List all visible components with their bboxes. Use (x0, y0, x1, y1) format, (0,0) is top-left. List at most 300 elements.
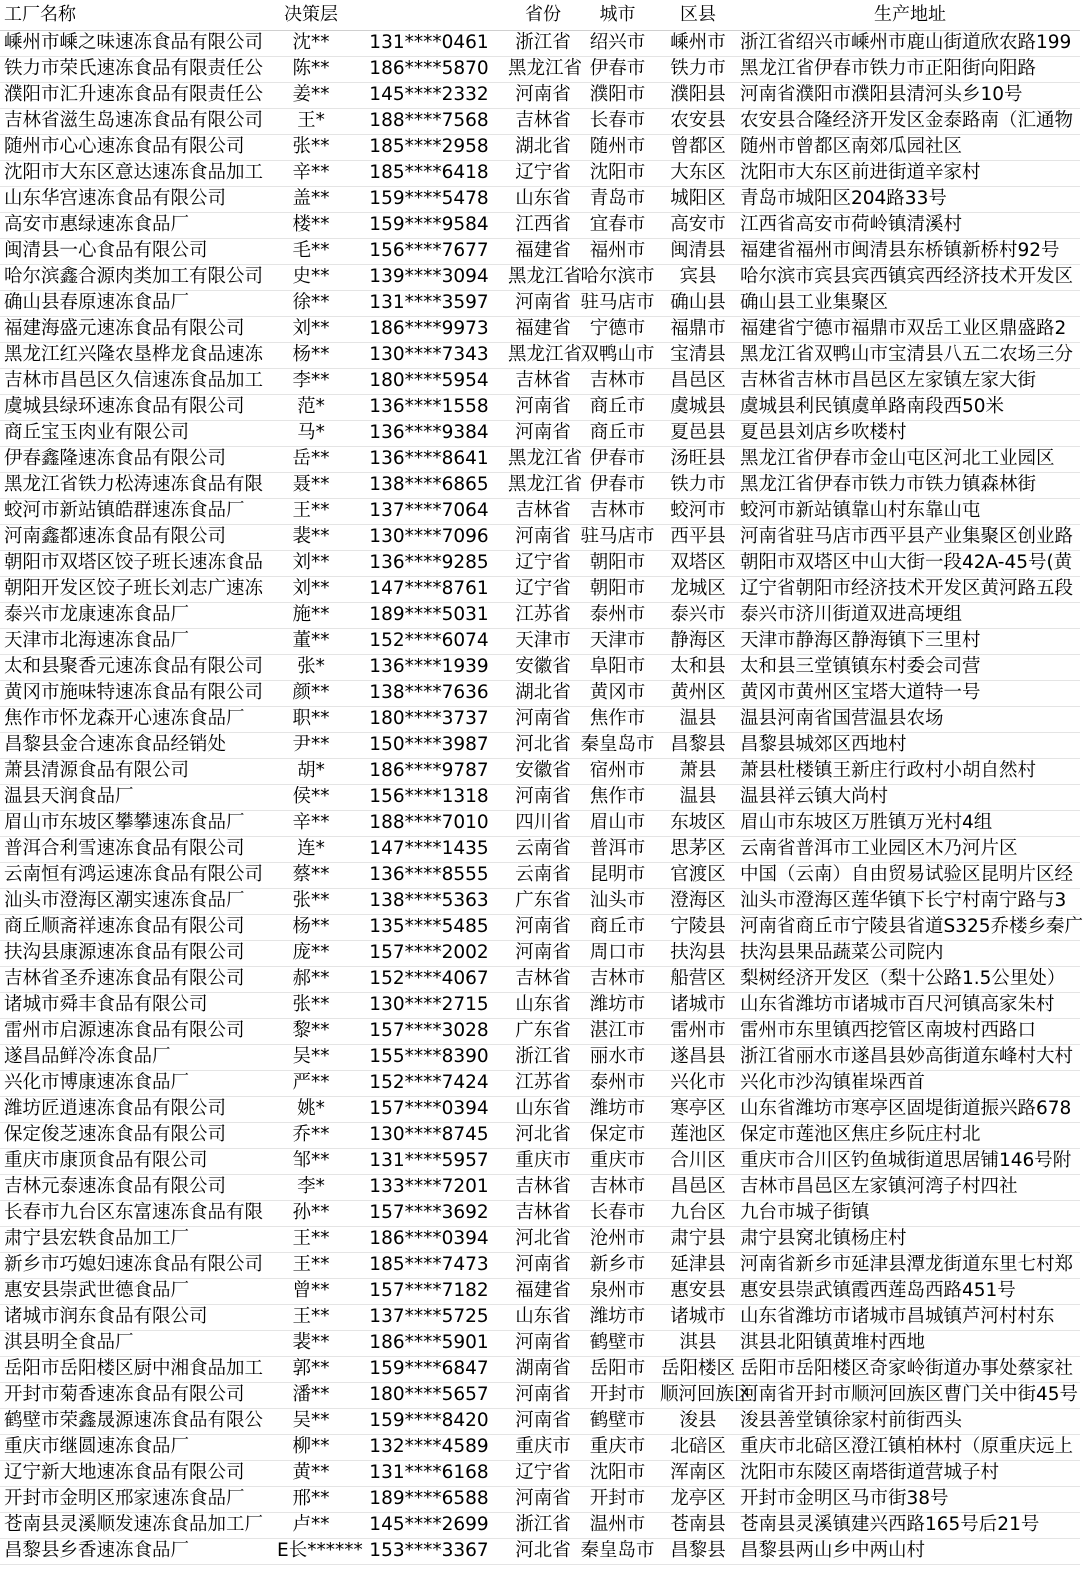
cell-province: 重庆市 (515, 1150, 571, 1171)
cell-city: 驻马店市 (580, 526, 655, 547)
cell-decision-maker: 邢** (292, 1488, 330, 1509)
table-row (0, 316, 1080, 343)
cell-county: 肃宁县 (670, 1228, 726, 1249)
cell-province: 河南省 (515, 1332, 571, 1353)
cell-phone: 185****2958 (369, 136, 489, 157)
cell-factory-name: 山东华宫速冻食品有限公司 (4, 188, 227, 209)
cell-phone: 188****7010 (369, 812, 489, 833)
table-row (0, 1070, 1080, 1097)
cell-decision-maker: 杨** (292, 916, 330, 937)
cell-decision-maker: 张** (292, 136, 330, 157)
cell-province: 安徽省 (515, 656, 571, 677)
cell-province: 黑龙江省 (508, 58, 583, 79)
cell-factory-name: 惠安县崇武世德食品厂 (4, 1280, 190, 1301)
table-row (0, 810, 1080, 837)
cell-county: 澄海区 (670, 890, 726, 911)
cell-county: 昌黎县 (670, 1540, 726, 1561)
cell-phone: 135****5485 (369, 916, 489, 937)
cell-province: 河北省 (515, 1124, 571, 1145)
table-row (0, 784, 1080, 811)
cell-address: 岳阳市岳阳楼区奇家岭街道办事处蔡家社 (740, 1358, 1074, 1379)
table-row (0, 1122, 1080, 1149)
cell-decision-maker: 孙** (292, 1202, 330, 1223)
cell-province: 河南省 (515, 786, 571, 807)
cell-address: 中国（云南）自由贸易试验区昆明片区经 (740, 864, 1074, 885)
cell-decision-maker: 裴** (292, 526, 330, 547)
cell-factory-name: 开封市金明区邢家速冻食品厂 (4, 1488, 245, 1509)
cell-province: 河南省 (515, 1410, 571, 1431)
cell-decision-maker: 王** (292, 1254, 330, 1275)
cell-factory-name: 鹤壁市荣鑫晟源速冻食品有限公 (4, 1410, 264, 1431)
cell-phone: 130****7096 (369, 526, 489, 547)
cell-factory-name: 伊春鑫隆速冻食品有限公司 (4, 448, 227, 469)
cell-city: 周口市 (589, 942, 646, 963)
cell-factory-name: 铁力市荣氏速冻食品有限责任公 (4, 58, 264, 79)
cell-phone: 136****1939 (369, 656, 489, 677)
cell-decision-maker: 严** (292, 1072, 330, 1093)
cell-province: 辽宁省 (515, 162, 571, 183)
cell-address: 九台市城子街镇 (740, 1202, 870, 1223)
cell-phone: 159****6847 (369, 1358, 489, 1379)
cell-decision-maker: 姜** (292, 84, 330, 105)
table-row (0, 1200, 1080, 1227)
cell-address: 重庆市北碚区澄江镇柏林村（原重庆远上 (740, 1436, 1074, 1457)
cell-phone: 138****6865 (369, 474, 489, 495)
cell-county: 北碚区 (670, 1436, 726, 1457)
cell-address: 福建省福州市闽清县东桥镇新桥村92号 (740, 240, 1060, 261)
cell-county: 城阳区 (670, 188, 726, 209)
cell-county: 诸城市 (670, 994, 726, 1015)
cell-decision-maker: 黎** (292, 1020, 330, 1041)
cell-decision-maker: 李** (292, 370, 330, 391)
cell-city: 随州市 (589, 136, 646, 157)
cell-address: 雷州市东里镇西挖管区南坡村西路口 (740, 1020, 1037, 1041)
cell-factory-name: 河南鑫都速冻食品有限公司 (4, 526, 227, 547)
cell-phone: 157****7182 (369, 1280, 489, 1301)
cell-county: 岳阳楼区 (660, 1358, 735, 1379)
cell-county: 铁力市 (670, 474, 726, 495)
cell-county: 九台区 (670, 1202, 726, 1223)
cell-county: 延津县 (670, 1254, 726, 1275)
cell-decision-maker: 范* (297, 396, 325, 417)
cell-phone: 157****0394 (369, 1098, 489, 1119)
cell-phone: 136****8641 (369, 448, 489, 469)
cell-decision-maker: 楼** (292, 214, 330, 235)
cell-factory-name: 吉林元泰速冻食品有限公司 (4, 1176, 227, 1197)
cell-county: 遂昌县 (670, 1046, 726, 1067)
cell-address: 黑龙江省伊春市金山屯区河北工业园区 (740, 448, 1055, 469)
cell-city: 保定市 (589, 1124, 646, 1145)
cell-decision-maker: 刘** (292, 318, 330, 339)
cell-decision-maker: 马* (297, 422, 325, 443)
cell-county: 嵊州市 (670, 32, 726, 53)
cell-factory-name: 朝阳市双塔区饺子班长速冻食品 (4, 552, 264, 573)
cell-address: 沈阳市大东区前进街道辛家村 (740, 162, 981, 183)
cell-address: 黑龙江省伊春市铁力市正阳街向阳路 (740, 58, 1037, 79)
table-row (0, 56, 1080, 83)
cell-city: 重庆市 (589, 1150, 646, 1171)
cell-phone: 180****5954 (369, 370, 489, 391)
cell-city: 濮阳市 (589, 84, 646, 105)
cell-county: 莲池区 (670, 1124, 726, 1145)
cell-county: 汤旺县 (670, 448, 726, 469)
cell-city: 黄冈市 (589, 682, 646, 703)
cell-address: 太和县三堂镇镇东村委会司营 (740, 656, 981, 677)
cell-phone: 136****8555 (369, 864, 489, 885)
cell-factory-name: 岳阳市岳阳楼区厨中湘食品加工 (4, 1358, 264, 1379)
cell-address: 昌黎县城郊区西地村 (740, 734, 907, 755)
cell-factory-name: 嵊州市嵊之味速冻食品有限公司 (4, 32, 264, 53)
cell-city: 伊春市 (589, 474, 646, 495)
cell-province: 福建省 (515, 1280, 571, 1301)
table-row (0, 966, 1080, 993)
cell-factory-name: 确山县春原速冻食品厂 (4, 292, 190, 313)
cell-phone: 136****9384 (369, 422, 489, 443)
cell-city: 双鸭山市 (580, 344, 655, 365)
cell-county: 蛟河市 (670, 500, 726, 521)
cell-city: 秦皇岛市 (580, 1540, 655, 1561)
cell-address: 河南省濮阳市濮阳县清河头乡10号 (740, 84, 1023, 105)
table-row (0, 524, 1080, 551)
table-row (0, 1096, 1080, 1123)
cell-decision-maker: 潘** (292, 1384, 330, 1405)
header-row (0, 0, 1080, 31)
cell-address: 苍南县灵溪镇建兴西路165号后21号 (740, 1514, 1040, 1535)
cell-city: 朝阳市 (589, 578, 646, 599)
cell-county: 兴化市 (670, 1072, 726, 1093)
cell-county: 思茅区 (670, 838, 726, 859)
cell-factory-name: 吉林省滋生岛速冻食品有限公司 (4, 110, 264, 131)
cell-decision-maker: 庞** (292, 942, 330, 963)
cell-county: 温县 (679, 786, 717, 807)
cell-city: 商丘市 (589, 396, 646, 417)
cell-decision-maker: 王** (292, 1306, 330, 1327)
cell-decision-maker: 岳** (292, 448, 330, 469)
cell-province: 吉林省 (515, 370, 571, 391)
cell-province: 河南省 (515, 1254, 571, 1275)
cell-province: 河南省 (515, 1384, 571, 1405)
cell-address: 开封市金明区马市街38号 (740, 1488, 949, 1509)
cell-county: 虞城县 (670, 396, 726, 417)
cell-factory-name: 遂昌品鲜冷冻食品厂 (4, 1046, 171, 1067)
header-address: 生产地址 (874, 4, 946, 25)
cell-decision-maker: 李* (297, 1176, 325, 1197)
cell-factory-name: 普洱合利雪速冻食品有限公司 (4, 838, 245, 859)
cell-county: 夏邑县 (670, 422, 726, 443)
cell-factory-name: 吉林省圣乔速冻食品有限公司 (4, 968, 245, 989)
cell-phone: 155****8390 (369, 1046, 489, 1067)
cell-province: 辽宁省 (515, 1462, 571, 1483)
cell-factory-name: 云南恒有鸿运速冻食品有限公司 (4, 864, 264, 885)
cell-address: 河南省新乡市延津县潭龙街道东里七村郑 (740, 1254, 1074, 1275)
cell-province: 黑龙江省 (508, 266, 583, 287)
table-row (0, 550, 1080, 577)
cell-decision-maker: E长****** (277, 1540, 363, 1561)
cell-city: 汕头市 (589, 890, 646, 911)
cell-city: 驻马店市 (580, 292, 655, 313)
cell-province: 河南省 (515, 708, 571, 729)
cell-province: 山东省 (515, 1098, 571, 1119)
cell-phone: 159****8420 (369, 1410, 489, 1431)
cell-city: 焦作市 (589, 708, 646, 729)
cell-county: 农安县 (670, 110, 726, 131)
cell-province: 云南省 (515, 864, 571, 885)
cell-province: 福建省 (515, 240, 571, 261)
cell-factory-name: 虞城县绿环速冻食品有限公司 (4, 396, 245, 417)
cell-county: 船营区 (670, 968, 726, 989)
cell-county: 闽清县 (670, 240, 726, 261)
cell-address: 温县河南省国营温县农场 (740, 708, 944, 729)
cell-factory-name: 开封市菊香速冻食品有限公司 (4, 1384, 245, 1405)
cell-county: 确山县 (670, 292, 726, 313)
cell-address: 汕头市澄海区莲华镇下长宁村南宁路与3 (740, 890, 1067, 911)
cell-decision-maker: 杨** (292, 344, 330, 365)
cell-factory-name: 温县天润食品厂 (4, 786, 134, 807)
cell-phone: 138****7636 (369, 682, 489, 703)
cell-factory-name: 潍坊匠逍速冻食品有限公司 (4, 1098, 227, 1119)
table-row (0, 888, 1080, 915)
cell-province: 浙江省 (515, 32, 571, 53)
cell-factory-name: 昌黎县金合速冻食品经销处 (4, 734, 227, 755)
cell-city: 泉州市 (589, 1280, 646, 1301)
cell-address: 江西省高安市荷岭镇清溪村 (740, 214, 963, 235)
cell-factory-name: 随州市心心速冻食品有限公司 (4, 136, 245, 157)
cell-province: 湖北省 (515, 682, 571, 703)
table-row (0, 290, 1080, 317)
cell-phone: 152****6074 (369, 630, 489, 651)
cell-province: 吉林省 (515, 1176, 571, 1197)
table-row (0, 160, 1080, 187)
cell-address: 兴化市沙沟镇崔垛西首 (740, 1072, 926, 1093)
cell-address: 肃宁县窝北镇杨庄村 (740, 1228, 907, 1249)
table-row (0, 108, 1080, 135)
table-row (0, 186, 1080, 213)
cell-city: 吉林市 (589, 500, 646, 521)
cell-address: 沈阳市东陵区南塔街道营城子村 (740, 1462, 1000, 1483)
cell-county: 浚县 (679, 1410, 717, 1431)
cell-city: 焦作市 (589, 786, 646, 807)
cell-address: 河南省商丘市宁陵县省道S325乔楼乡秦广 (740, 916, 1083, 937)
cell-phone: 186****5901 (369, 1332, 489, 1353)
cell-county: 西平县 (670, 526, 726, 547)
table-row (0, 368, 1080, 395)
cell-city: 沈阳市 (589, 1462, 646, 1483)
cell-address: 保定市莲池区焦庄乡阮庄村北 (740, 1124, 981, 1145)
cell-factory-name: 蛟河市新站镇皓群速冻食品厂 (4, 500, 245, 521)
cell-county: 静海区 (670, 630, 726, 651)
cell-province: 河北省 (515, 1540, 571, 1561)
cell-decision-maker: 吴** (292, 1046, 330, 1067)
cell-province: 河南省 (515, 526, 571, 547)
cell-phone: 137****5725 (369, 1306, 489, 1327)
cell-province: 天津市 (515, 630, 571, 651)
cell-phone: 188****7568 (369, 110, 489, 131)
table-row (0, 862, 1080, 889)
cell-factory-name: 太和县聚香元速冻食品有限公司 (4, 656, 264, 677)
cell-address: 重庆市合川区钓鱼城街道思居铺146号附 (740, 1150, 1072, 1171)
cell-factory-name: 长春市九台区东富速冻食品有限 (4, 1202, 264, 1223)
table-row (0, 1460, 1080, 1487)
cell-factory-name: 扶沟县康源速冻食品有限公司 (4, 942, 245, 963)
cell-province: 广东省 (515, 1020, 571, 1041)
cell-address: 确山县工业集聚区 (740, 292, 889, 313)
cell-factory-name: 昌黎县乡香速冻食品厂 (4, 1540, 190, 1561)
table-row (0, 1148, 1080, 1175)
cell-province: 河南省 (515, 942, 571, 963)
cell-city: 阜阳市 (589, 656, 646, 677)
cell-factory-name: 天津市北海速冻食品厂 (4, 630, 190, 651)
cell-factory-name: 哈尔滨鑫合源肉类加工有限公司 (4, 266, 264, 287)
cell-city: 商丘市 (589, 916, 646, 937)
cell-decision-maker: 沈** (292, 32, 330, 53)
header-phone (350, 0, 508, 30)
cell-decision-maker: 吴** (292, 1410, 330, 1431)
cell-province: 广东省 (515, 890, 571, 911)
cell-city: 泰州市 (589, 1072, 646, 1093)
cell-county: 淇县 (679, 1332, 717, 1353)
cell-decision-maker: 职** (292, 708, 330, 729)
cell-address: 温县祥云镇大尚村 (740, 786, 889, 807)
table-row (0, 706, 1080, 733)
cell-decision-maker: 王** (292, 500, 330, 521)
cell-factory-name: 闽清县一心食品有限公司 (4, 240, 208, 261)
cell-phone: 152****7424 (369, 1072, 489, 1093)
cell-county: 大东区 (670, 162, 726, 183)
cell-city: 伊春市 (589, 448, 646, 469)
cell-phone: 131****6168 (369, 1462, 489, 1483)
cell-decision-maker: 郭** (292, 1358, 330, 1379)
cell-decision-maker: 辛** (292, 162, 330, 183)
cell-decision-maker: 张* (297, 656, 325, 677)
cell-address: 天津市静海区静海镇下三里村 (740, 630, 981, 651)
cell-factory-name: 吉林市昌邑区久信速冻食品加工 (4, 370, 264, 391)
cell-city: 福州市 (589, 240, 646, 261)
cell-address: 吉林省吉林市昌邑区左家镇左家大街 (740, 370, 1037, 391)
cell-phone: 145****2332 (369, 84, 489, 105)
cell-city: 普洱市 (589, 838, 646, 859)
cell-phone: 150****3987 (369, 734, 489, 755)
cell-province: 河南省 (515, 396, 571, 417)
cell-phone: 153****3367 (369, 1540, 489, 1561)
cell-county: 双塔区 (670, 552, 726, 573)
cell-phone: 157****3692 (369, 1202, 489, 1223)
cell-phone: 138****5363 (369, 890, 489, 911)
cell-province: 河南省 (515, 916, 571, 937)
cell-phone: 152****4067 (369, 968, 489, 989)
cell-address: 眉山市东坡区万胜镇万光村4组 (740, 812, 993, 833)
cell-county: 雷州市 (670, 1020, 726, 1041)
cell-address: 萧县杜楼镇王新庄行政村小胡自然村 (740, 760, 1037, 781)
header-decision-maker: 决策层 (284, 4, 338, 25)
cell-address: 山东省潍坊市诸城市昌城镇芦河村村东 (740, 1306, 1055, 1327)
cell-address: 惠安县崇武镇霞西莲岛西路451号 (740, 1280, 1016, 1301)
table-row (0, 1226, 1080, 1253)
header-factory-name: 工厂名称 (4, 4, 76, 25)
table-row (0, 836, 1080, 863)
cell-factory-name: 商丘宝玉肉业有限公司 (4, 422, 190, 443)
cell-city: 朝阳市 (589, 552, 646, 573)
cell-county: 龙亭区 (670, 1488, 726, 1509)
cell-province: 安徽省 (515, 760, 571, 781)
cell-province: 山东省 (515, 1306, 571, 1327)
cell-address: 农安县合隆经济开发区金泰路南（汇通物 (740, 110, 1074, 131)
table-row (0, 1252, 1080, 1279)
cell-city: 吉林市 (589, 370, 646, 391)
cell-phone: 159****5478 (369, 188, 489, 209)
cell-decision-maker: 施** (292, 604, 330, 625)
cell-county: 顺河回族区 (660, 1384, 753, 1405)
cell-phone: 180****5657 (369, 1384, 489, 1405)
cell-factory-name: 保定俊芝速冻食品有限公司 (4, 1124, 227, 1145)
table-row (0, 992, 1080, 1019)
table-row (0, 1278, 1080, 1305)
table-row (0, 628, 1080, 655)
cell-phone: 189****6588 (369, 1488, 489, 1509)
cell-factory-name: 苍南县灵溪顺发速冻食品加工厂 (4, 1514, 264, 1535)
table-row (0, 446, 1080, 473)
table-row (0, 1044, 1080, 1071)
cell-city: 开封市 (589, 1384, 646, 1405)
cell-phone: 186****5870 (369, 58, 489, 79)
cell-decision-maker: 邹** (292, 1150, 330, 1171)
cell-decision-maker: 曾** (292, 1280, 330, 1301)
cell-address: 虞城县利民镇虞单路南段西50米 (740, 396, 1005, 417)
cell-factory-name: 汕头市澄海区潮实速冻食品厂 (4, 890, 245, 911)
cell-province: 浙江省 (515, 1046, 571, 1067)
cell-phone: 131****0461 (369, 32, 489, 53)
cell-county: 昌邑区 (670, 370, 726, 391)
cell-address: 蛟河市新站镇靠山村东靠山屯 (740, 500, 981, 521)
cell-city: 潍坊市 (589, 994, 646, 1015)
cell-province: 黑龙江省 (508, 474, 583, 495)
cell-factory-name: 新乡市巧媳妇速冻食品有限公司 (4, 1254, 264, 1275)
cell-city: 开封市 (589, 1488, 646, 1509)
cell-decision-maker: 卢** (292, 1514, 330, 1535)
cell-county: 宾县 (679, 266, 717, 287)
cell-county: 浑南区 (670, 1462, 726, 1483)
cell-phone: 139****3094 (369, 266, 489, 287)
cell-county: 诸城市 (670, 1306, 726, 1327)
cell-address: 吉林市昌邑区左家镇河湾子村四社 (740, 1176, 1018, 1197)
cell-decision-maker: 姚* (297, 1098, 325, 1119)
cell-factory-name: 泰兴市龙康速冻食品厂 (4, 604, 190, 625)
cell-county: 惠安县 (670, 1280, 726, 1301)
cell-decision-maker: 聂** (292, 474, 330, 495)
cell-city: 哈尔滨市 (580, 266, 655, 287)
cell-province: 河北省 (515, 1228, 571, 1249)
cell-phone: 132****4589 (369, 1436, 489, 1457)
cell-factory-name: 濮阳市汇升速冻食品有限责任公 (4, 84, 264, 105)
cell-address: 淇县北阳镇黄堆村西地 (740, 1332, 926, 1353)
table-row (0, 30, 1080, 57)
cell-factory-name: 萧县清源食品有限公司 (4, 760, 190, 781)
cell-factory-name: 黑龙江省铁力松涛速冻食品有限 (4, 474, 264, 495)
cell-county: 泰兴市 (670, 604, 726, 625)
cell-city: 鹤壁市 (589, 1332, 646, 1353)
cell-province: 吉林省 (515, 968, 571, 989)
cell-city: 潍坊市 (589, 1098, 646, 1119)
cell-city: 湛江市 (589, 1020, 646, 1041)
cell-county: 苍南县 (670, 1514, 726, 1535)
cell-city: 眉山市 (589, 812, 646, 833)
cell-factory-name: 商丘顺斋祥速冻食品有限公司 (4, 916, 245, 937)
cell-city: 伊春市 (589, 58, 646, 79)
cell-decision-maker: 毛** (292, 240, 330, 261)
cell-phone: 189****5031 (369, 604, 489, 625)
cell-decision-maker: 张** (292, 890, 330, 911)
table-row (0, 1408, 1080, 1435)
cell-decision-maker: 胡* (297, 760, 325, 781)
